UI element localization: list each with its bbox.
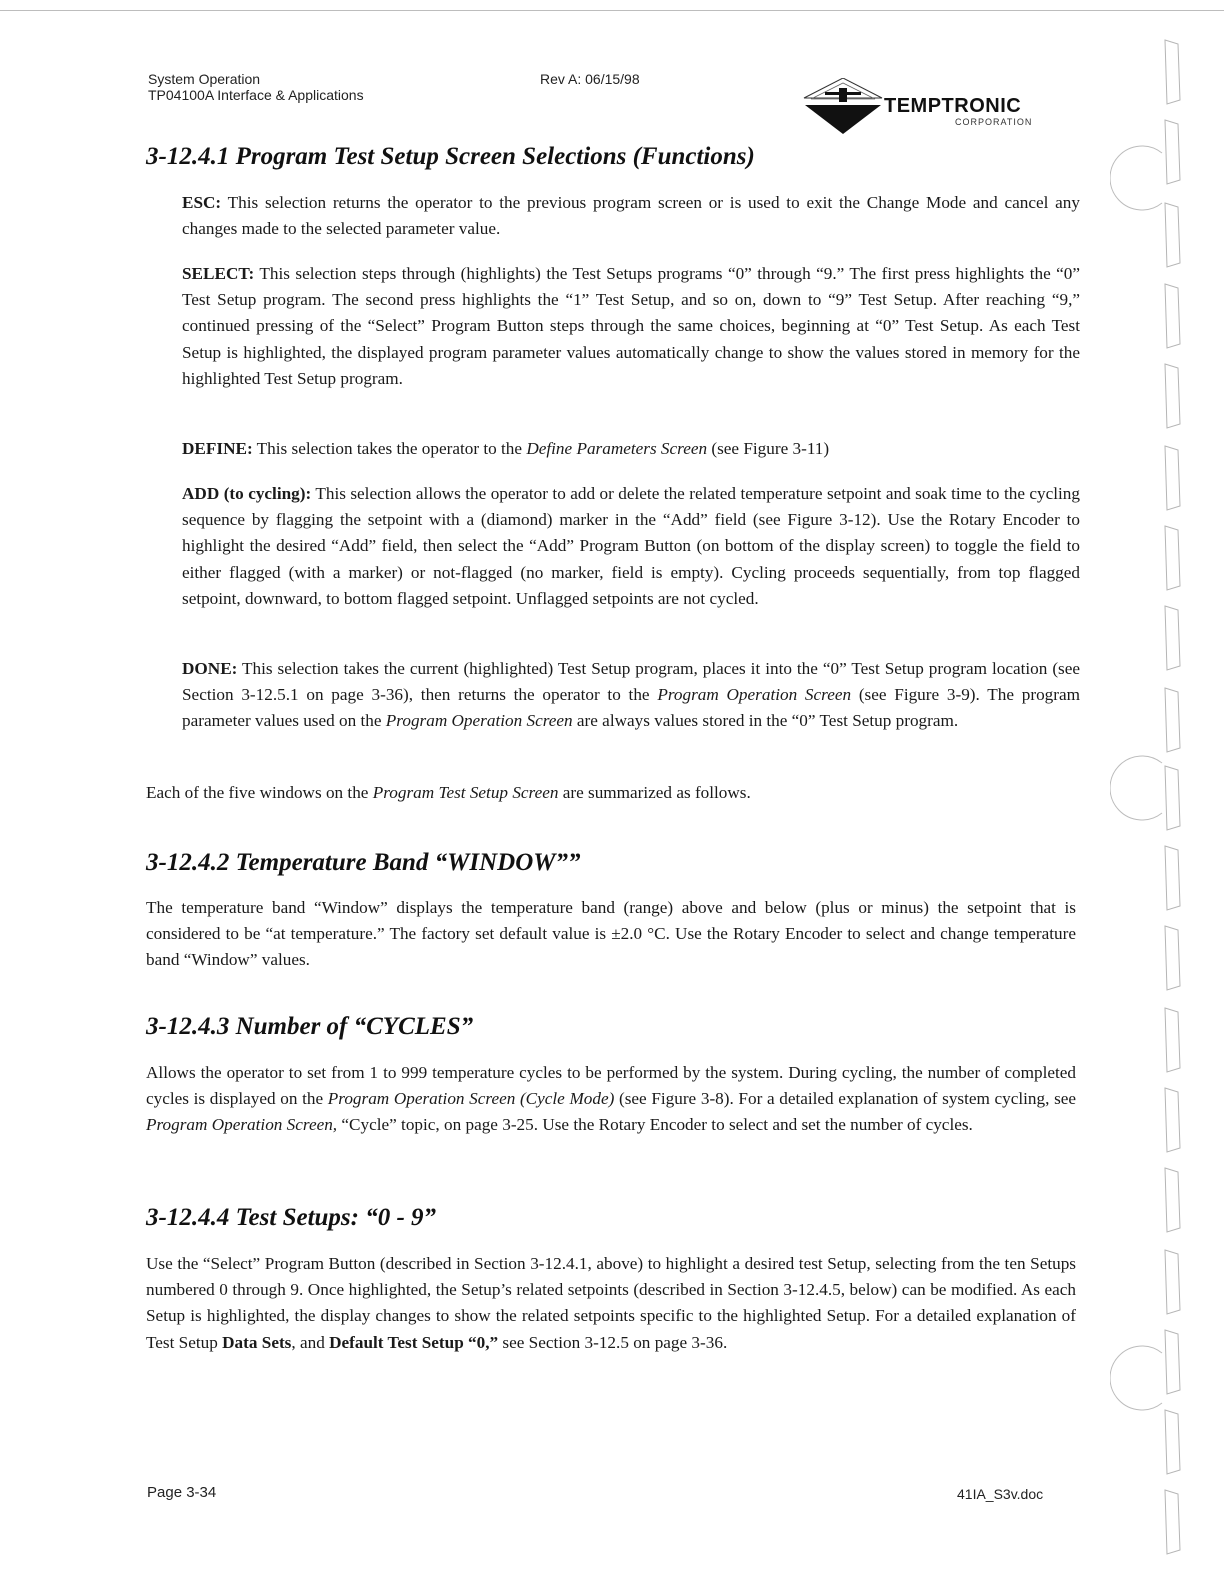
logo-subtitle: CORPORATION	[955, 117, 1033, 127]
scan-edge-line	[0, 10, 1224, 11]
page-number: Page 3-34	[147, 1484, 217, 1501]
binder-ring-1	[1110, 146, 1162, 210]
heading-3-12-4-2: 3-12.4.2 Temperature Band “WINDOW””	[146, 849, 581, 876]
term-done: DONE:	[182, 659, 238, 678]
binder-tab-16	[1165, 1250, 1180, 1314]
binder-tab-7	[1165, 526, 1180, 590]
windows-summary-paragraph: Each of the five windows on the Program Test Setup Screen are summarized as follows.	[146, 783, 751, 802]
binder-tab-4	[1165, 284, 1180, 348]
binder-tab-1	[1165, 40, 1180, 104]
logo-arrows-icon	[803, 78, 883, 136]
heading-3-12-4-3: 3-12.4.3 Number of “CYCLES”	[146, 1013, 474, 1040]
heading-3-12-4-1: 3-12.4.1 Program Test Setup Screen Selections (Functions)	[146, 143, 755, 170]
definition-add: ADD (to cycling): This selection allows the operator to add or delete the related temperature setpoint and soak time to the cycling sequence by flagging the setpoint with a (diamond) marker in the “Add” field (see Figure 3-12). Use the Rotary Encoder to highlight the desired “Add” field, then select the “Add” Program Button (on bottom of the display screen) to toggle the field to either flagged (with a marker) or not-flagged (no marker, field is empty). Cycling proceeds sequentially, from top flagged setpoint, downward, to bottom flagged setpoint. Unflagged setpoints are not cycled.	[182, 484, 1080, 608]
temperature-band-paragraph: The temperature band “Window” displays the temperature band (range) above and below (plus or minus) the setpoint that is considered to be “at temperature.” The factory set default value is ±2.0 °C. Use the Rotary Encoder to select and change temperature band “Window” values.	[146, 898, 1076, 970]
binder-tab-11	[1165, 846, 1180, 910]
definition-define: DEFINE: This selection takes the operator to the Define Parameters Screen (see Figure 3-11)	[182, 439, 830, 458]
term-esc: ESC:	[182, 193, 222, 212]
binder-tab-10	[1165, 766, 1180, 830]
binder-tab-3	[1165, 203, 1180, 267]
binder-tab-12	[1165, 926, 1180, 990]
binder-tab-5	[1165, 364, 1180, 428]
heading-3-12-4-4: 3-12.4.4 Test Setups: “0 - 9”	[146, 1204, 437, 1231]
test-setups-paragraph: Use the “Select” Program Button (described in Section 3-12.4.1, above) to highlight a desired test Setup, selecting from the ten Setups numbered 0 through 9. Once highlighted, the Setup’s related setpoints (described in Section 3-12.4.5, below) can be modified. As each Setup is highlighted, the display changes to show the related setpoints specific to the highlighted Setup. For a detailed explanation of Test Setup Data Sets, and Default Test Setup “0,” see Section 3-12.5 on page 3-36.	[146, 1254, 1076, 1352]
binder-tab-18	[1165, 1410, 1180, 1474]
binder-tab-13	[1165, 1008, 1180, 1072]
definition-done: DONE: This selection takes the current (highlighted) Test Setup program, places it into the “0” Test Setup program location (see Section 3-12.5.1 on page 3-36), then returns the operator to the Program Operation Screen (see Figure 3-9). The program parameter values used on the Program Operation Screen are always values stored in the “0” Test Setup program.	[182, 659, 1080, 731]
logo-wordmark: TEMPTRONIC	[884, 95, 1022, 117]
definition-select: SELECT: This selection steps through (highlights) the Test Setups programs “0” through “9.” The first press highlights the “0” Test Setup program. The second press highlights the “1” Test Setup, and so on, down to “9” Test Setup. After reaching “9,” continued pressing of the “Select” Program Button steps through the same choices, beginning at “0” Test Setup. As each Test Setup is highlighted, the displayed program parameter values automatically change to show the values stored in memory for the highlighted Test Setup program.	[182, 264, 1080, 388]
header-revision: Rev A: 06/15/98	[540, 71, 640, 87]
running-header	[148, 71, 364, 103]
temptronic-logo	[803, 78, 1053, 136]
binder-ring-3	[1110, 1346, 1162, 1410]
definition-esc: ESC: This selection returns the operator to the previous program screen or is used to exit the Change Mode and cancel any changes made to the selected parameter value.	[182, 193, 1080, 239]
binder-tab-6	[1165, 446, 1180, 510]
binder-tab-14	[1165, 1088, 1180, 1152]
binder-tab-19	[1165, 1490, 1180, 1554]
binder-tab-9	[1165, 688, 1180, 752]
binder-tab-2	[1165, 120, 1180, 184]
binder-tab-8	[1165, 606, 1180, 670]
binder-tab-15	[1165, 1168, 1180, 1232]
term-define: DEFINE:	[182, 439, 253, 458]
cycles-paragraph: Allows the operator to set from 1 to 999 temperature cycles to be performed by the system. During cycling, the number of completed cycles is displayed on the Program Operation Screen (Cycle Mode) (see Figure 3-8). For a detailed explanation of system cycling, see Program Operation Screen, “Cycle” topic, on page 3-25. Use the Rotary Encoder to select and set the number of cycles.	[146, 1063, 1077, 1135]
term-add: ADD (to cycling):	[182, 484, 312, 503]
header-section-title: System Operation	[148, 71, 261, 87]
binder-tab-17	[1165, 1330, 1180, 1394]
term-select: SELECT:	[182, 264, 255, 283]
binder-tabs-edge	[1110, 28, 1190, 1568]
binder-ring-2	[1110, 756, 1162, 820]
file-name: 41IA_S3v.doc	[957, 1486, 1044, 1502]
binder-tabs-graphic	[1110, 28, 1190, 1568]
header-doc-title: TP04100A Interface & Applications	[148, 87, 364, 103]
